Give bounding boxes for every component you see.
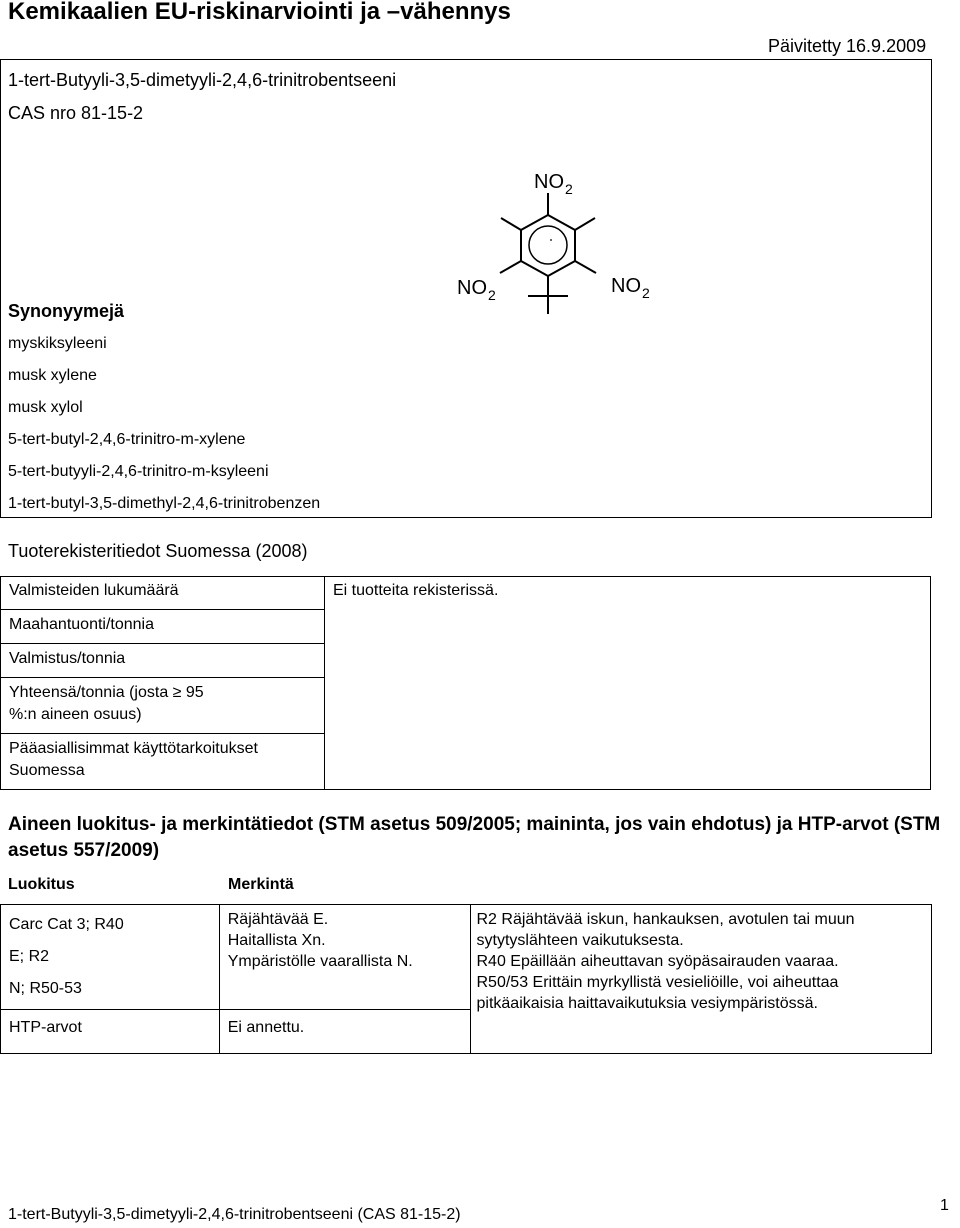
- chemical-structure: [448, 160, 668, 320]
- classification-line: N; R50-53: [9, 980, 82, 997]
- aromatic-circle: [529, 226, 567, 264]
- no2-label-top: $NO_2$: [534, 171, 573, 197]
- classification-heading: Aineen luokitus- ja merkintätiedot (STM asetus 509/2005; maininta, jos vain ehdotus) ja HTP-arvot (STM asetus 557/2009): [8, 814, 941, 861]
- no2-label-right: $NO_2$: [611, 275, 650, 301]
- registry-row-label: Yhteensä/tonnia (josta ≥ 95 %:n aineen osuus): [9, 684, 204, 723]
- synonym-item: 1-tert-butyl-3,5-dimethyl-2,4,6-trinitrobenzen: [8, 495, 321, 512]
- cas-number: CAS nro 81-15-2: [8, 103, 144, 123]
- bond-left: [500, 261, 521, 273]
- bond-methyl-right: [575, 218, 595, 230]
- registry-row-label: Valmistus/tonnia: [9, 650, 126, 667]
- substance-name: 1-tert-Butyyli-3,5-dimetyyli-2,4,6-trinitrobentseeni: [8, 70, 397, 90]
- registry-row-label: Maahantuonti/tonnia: [9, 616, 154, 633]
- classification-line: E; R2: [9, 948, 50, 965]
- column-header-merkinta: Merkintä: [228, 876, 294, 893]
- updated-date: Päivitetty 16.9.2009: [768, 36, 927, 56]
- footer-text: 1-tert-Butyyli-3,5-dimetyyli-2,4,6-trinitrobentseeni (CAS 81-15-2): [8, 1206, 461, 1223]
- registry-value: Ei tuotteita rekisterissä.: [332, 582, 499, 599]
- registry-row-label: Valmisteiden lukumäärä: [9, 582, 179, 599]
- labelling-line: Ympäristölle vaarallista N.: [227, 953, 413, 970]
- labelling-line: Haitallista Xn.: [227, 932, 326, 949]
- no2-label-left: $NO_2$: [457, 277, 496, 303]
- table-row: [1, 905, 932, 1010]
- risk-phrase: R50/53 Erittäin myrkyllistä vesieliöille, voi aiheuttaa pitkäaikaisia haittavaikutuksia vesiympäristössä.: [476, 974, 839, 1012]
- registry-row-label: Pääasiallisimmat käyttötarkoitukset Suomessa: [9, 740, 258, 779]
- risk-phrase: R40 Epäillään aiheuttavan syöpäsairauden vaaraa.: [476, 953, 839, 970]
- labelling-line: Räjähtävää E.: [227, 911, 329, 928]
- registry-heading: Tuoterekisteritiedot Suomessa (2008): [8, 541, 308, 561]
- registry-table: [0, 576, 931, 790]
- table-row: [1, 577, 931, 610]
- synonym-item: 5-tert-butyl-2,4,6-trinitro-m-xylene: [8, 431, 246, 448]
- bond-methyl-left: [501, 218, 521, 230]
- synonym-item: 5-tert-butyyli-2,4,6-trinitro-m-ksyleeni: [8, 463, 269, 480]
- synonym-item: myskiksyleeni: [8, 335, 107, 352]
- page-number: 1: [940, 1197, 949, 1214]
- synonyms-heading: Synonyymejä: [8, 301, 125, 321]
- document-title: Kemikaalien EU-riskinarviointi ja –vähennys: [8, 0, 511, 25]
- htp-value: Ei annettu.: [227, 1019, 305, 1036]
- column-header-luokitus: Luokitus: [8, 876, 75, 893]
- classification-table: [0, 904, 932, 1054]
- synonym-item: musk xylol: [8, 399, 83, 416]
- synonym-item: musk xylene: [8, 367, 97, 384]
- htp-label: HTP-arvot: [9, 1019, 82, 1036]
- bond-right: [575, 261, 596, 273]
- risk-phrase: R2 Räjähtävää iskun, hankauksen, avotulen tai muun sytytyslähteen vaikutuksesta.: [476, 911, 855, 949]
- ring-dot: [550, 239, 552, 241]
- classification-line: Carc Cat 3; R40: [9, 916, 124, 933]
